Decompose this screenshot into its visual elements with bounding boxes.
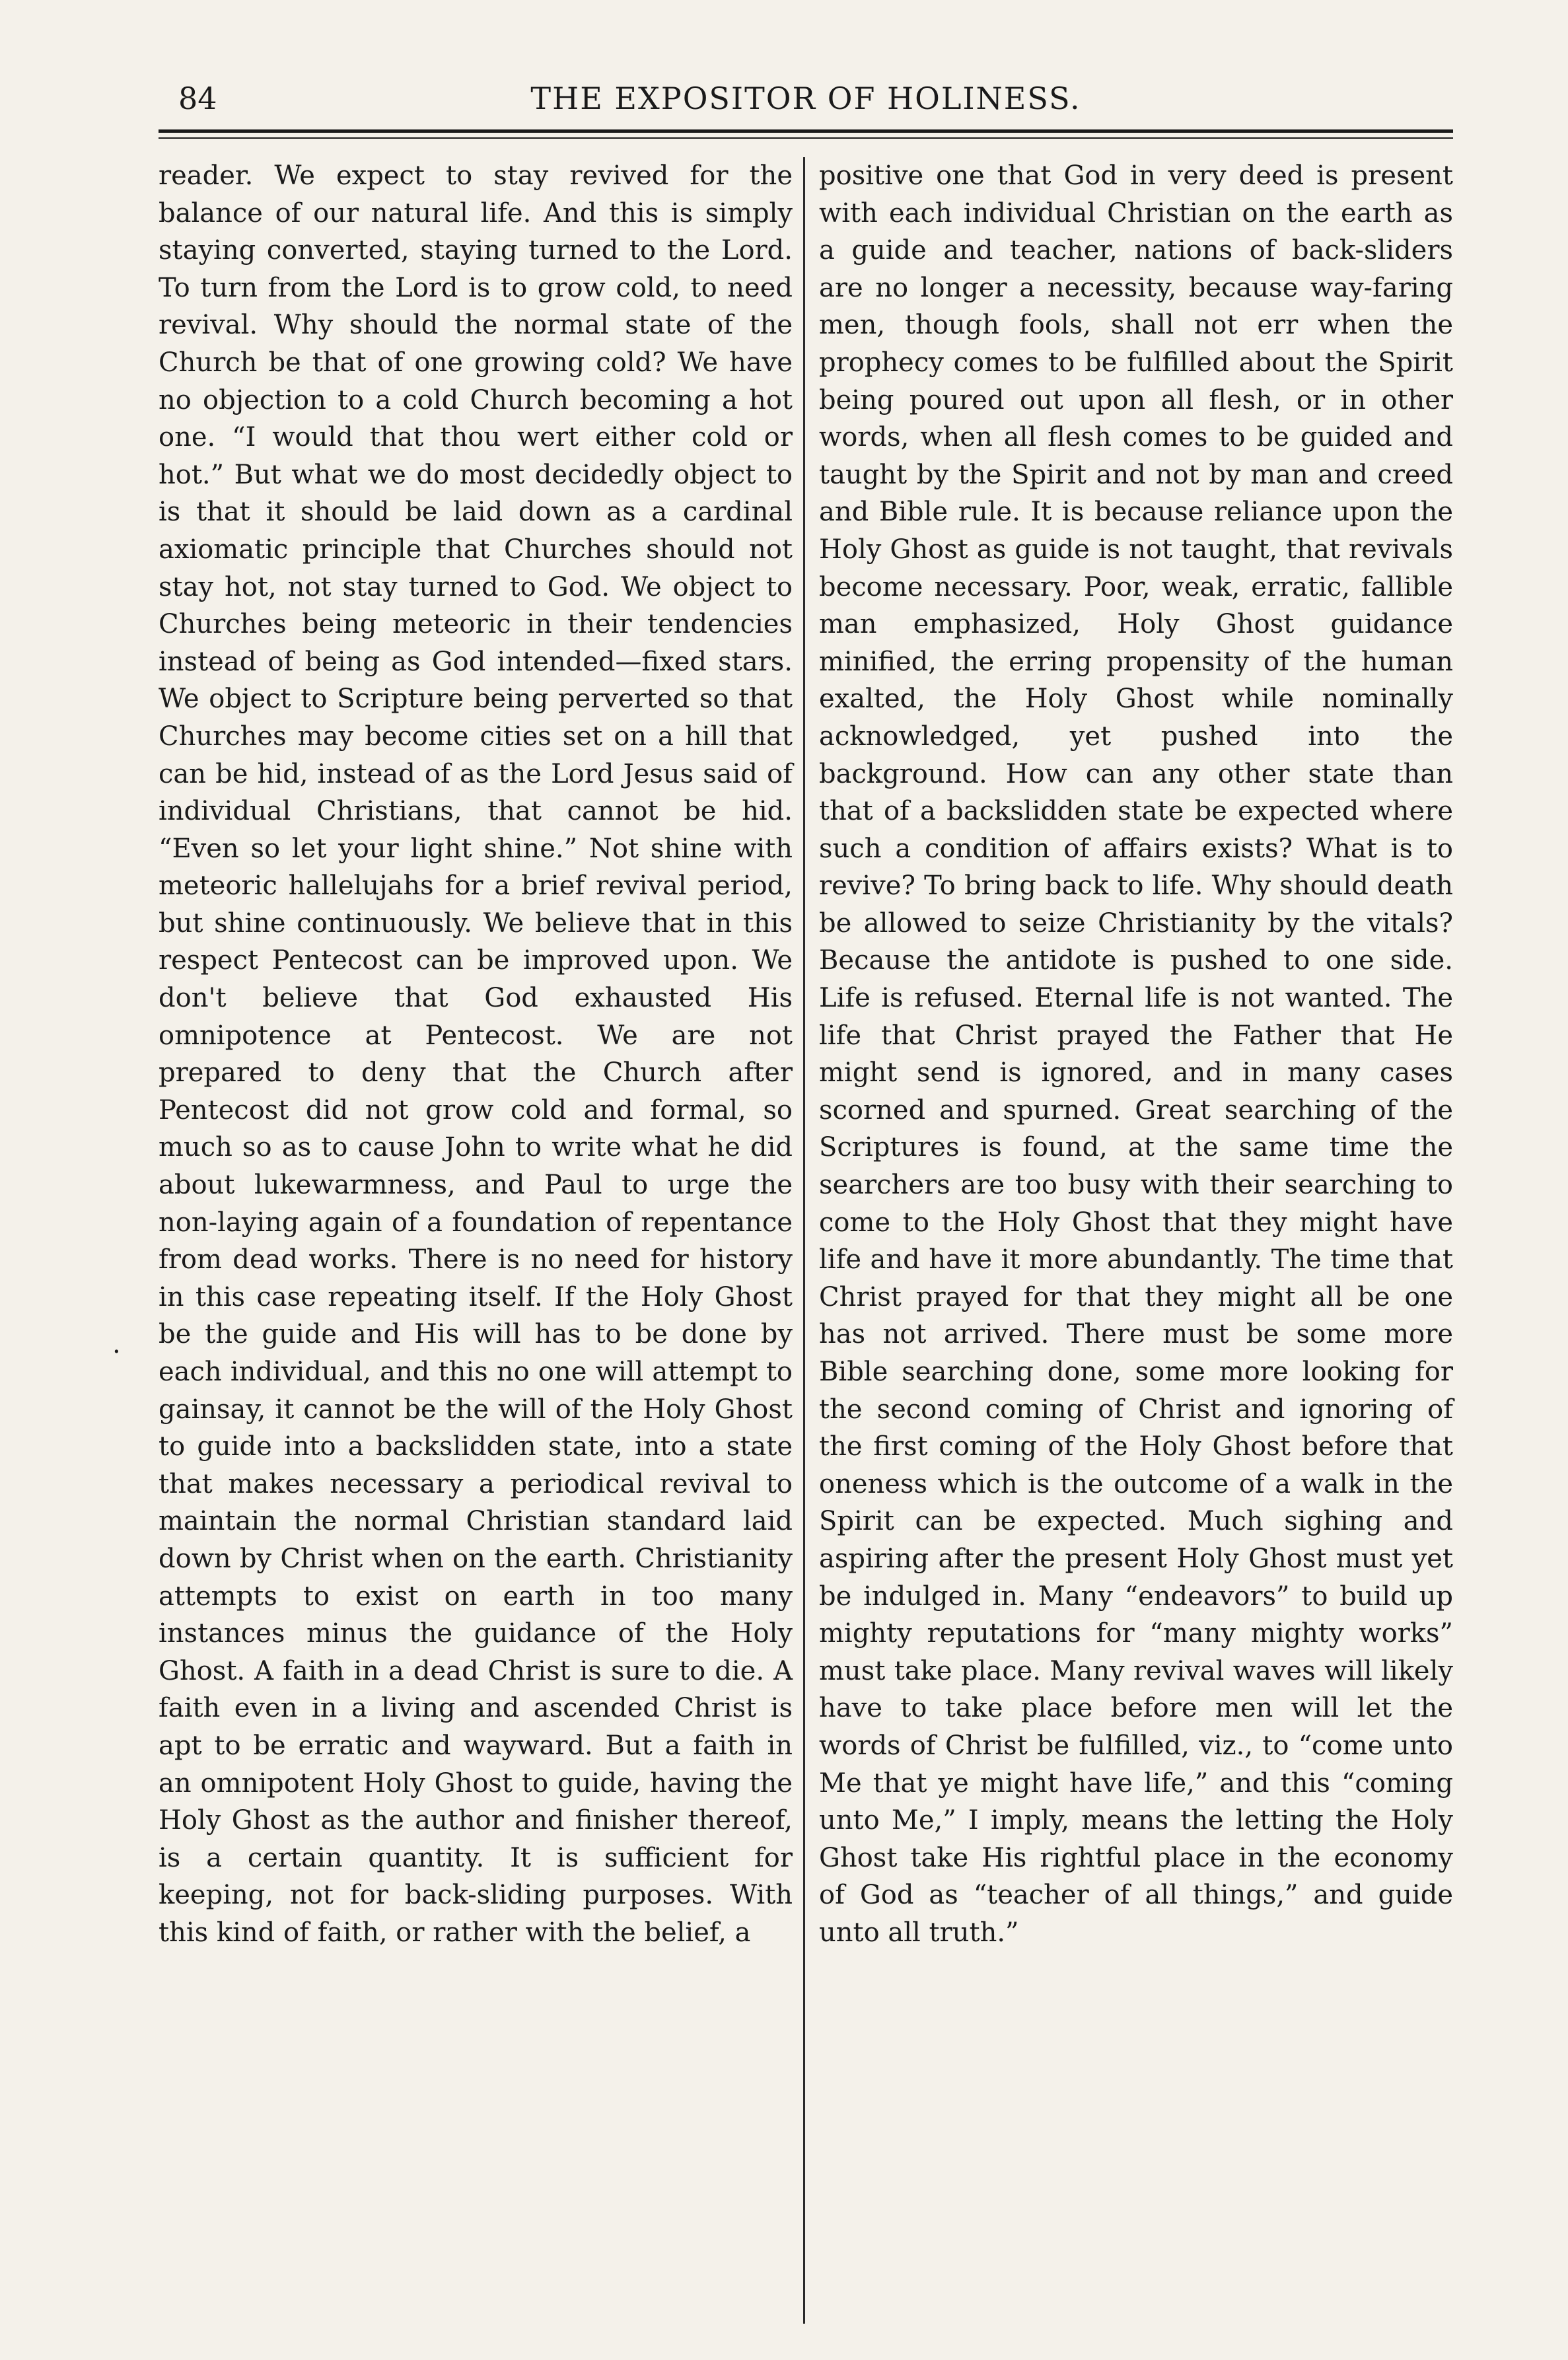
page-header bbox=[159, 71, 1453, 131]
right-column bbox=[819, 157, 1453, 2330]
right-column-text: positive one that God in very deed is present with each individual Christian on the earth as a guide and teacher, nations of back-sliders are no longer a necessity, because way-faring men, though fools, shall not err when the prophecy comes to be fulfilled about the Spirit being poured out upon all flesh, or in other words, when all flesh comes to be guided and taught by the Spirit and not by man and creed and Bible rule. It is because reliance upon the Holy Ghost as guide is not taught, that revivals become necessary. Poor, weak, erratic, fallible man emphasized, Holy Ghost guidance minified, the erring propensity of the human exalted, the Holy Ghost while nominally acknowledged, yet pushed into the background. How can any other state than that of a backslidden state be expected where such a condition of affairs exists? What is to revive? To bring back to life. Why should death be allowed to seize Christianity by the vitals? Because the antidote is pushed to one side. Life is refused. Eternal life is not wanted. The life that Christ prayed the Father that He might send is ignored, and in many cases scorned and spurned. Great searching of the Scriptures is found, at the same time the searchers are too busy with their searching to come to the Holy Ghost that they might have life and have it more abundantly. The time that Christ prayed for that they might all be one has not arrived. There must be some more Bible searching done, some more looking for the second coming of Christ and ignoring of the first coming of the Holy Ghost before that oneness which is the outcome of a walk in the Spirit can be expected. Much sighing and aspiring after the present Holy Ghost must yet be indulged in. Many “endeavors” to build up mighty reputations for “many mighty works” must take place. Many revival waves will likely have to take place before men will let the words of Christ be fulfilled, viz., to “come unto Me that ye might have life,” and this “coming unto Me,” I imply, means the letting the Holy Ghost take His rightful place in the economy of God as “teacher of all things,” and guide unto all truth.” bbox=[819, 161, 1453, 1948]
margin-mark: . bbox=[112, 1329, 121, 1359]
running-title: THE EXPOSITOR OF HOLINESS. bbox=[530, 81, 1081, 116]
header-rule-thick bbox=[159, 129, 1453, 133]
left-column bbox=[159, 157, 793, 2330]
header-rule-thin bbox=[159, 137, 1453, 139]
column-divider bbox=[803, 157, 805, 2324]
left-column-text: reader. We expect to stay revived for the balance of our natural life. And this is simply staying converted, staying turned to the Lord. To turn from the Lord is to grow cold, to need revival. Why should the normal state of the Church be that of one growing cold? We have no objection to a cold Church becoming a hot one. “I would that thou wert either cold or hot.” But what we do most decidedly object to is that it should be laid down as a cardinal axiomatic principle that Churches should not stay hot, not stay turned to God. We object to Churches being meteoric in their tendencies instead of being as God intended—fixed stars. We object to Scripture being perverted so that Churches may become cities set on a hill that can be hid, instead of as the Lord Jesus said of individual Christians, that cannot be hid. “Even so let your light shine.” Not shine with meteoric hallelujahs for a brief revival period, but shine continuously. We believe that in this respect Pentecost can be improved upon. We don't believe that God exhausted His omnipotence at Pentecost. We are not prepared to deny that the Church after Pentecost did not grow cold and formal, so much so as to cause John to write what he did about lukewarmness, and Paul to urge the non-laying again of a foundation of repentance from dead works. There is no need for history in this case repeating itself. If the Holy Ghost be the guide and His will has to be done by each individual, and this no one will attempt to gainsay, it cannot be the will of the Holy Ghost to guide into a backslidden state, into a state that makes necessary a periodical revival to maintain the normal Christian standard laid down by Christ when on the earth. Christianity attempts to exist on earth in too many instances minus the guidance of the Holy Ghost. A faith in a dead Christ is sure to die. A faith even in a living and ascended Christ is apt to be erratic and wayward. But a faith in an omnipotent Holy Ghost to guide, having the Holy Ghost as the author and finisher thereof, is a certain quantity. It is sufficient for keeping, not for back-sliding purposes. With this kind of faith, or rather with the belief, a bbox=[159, 161, 793, 1948]
page-number: 84 bbox=[178, 81, 217, 116]
